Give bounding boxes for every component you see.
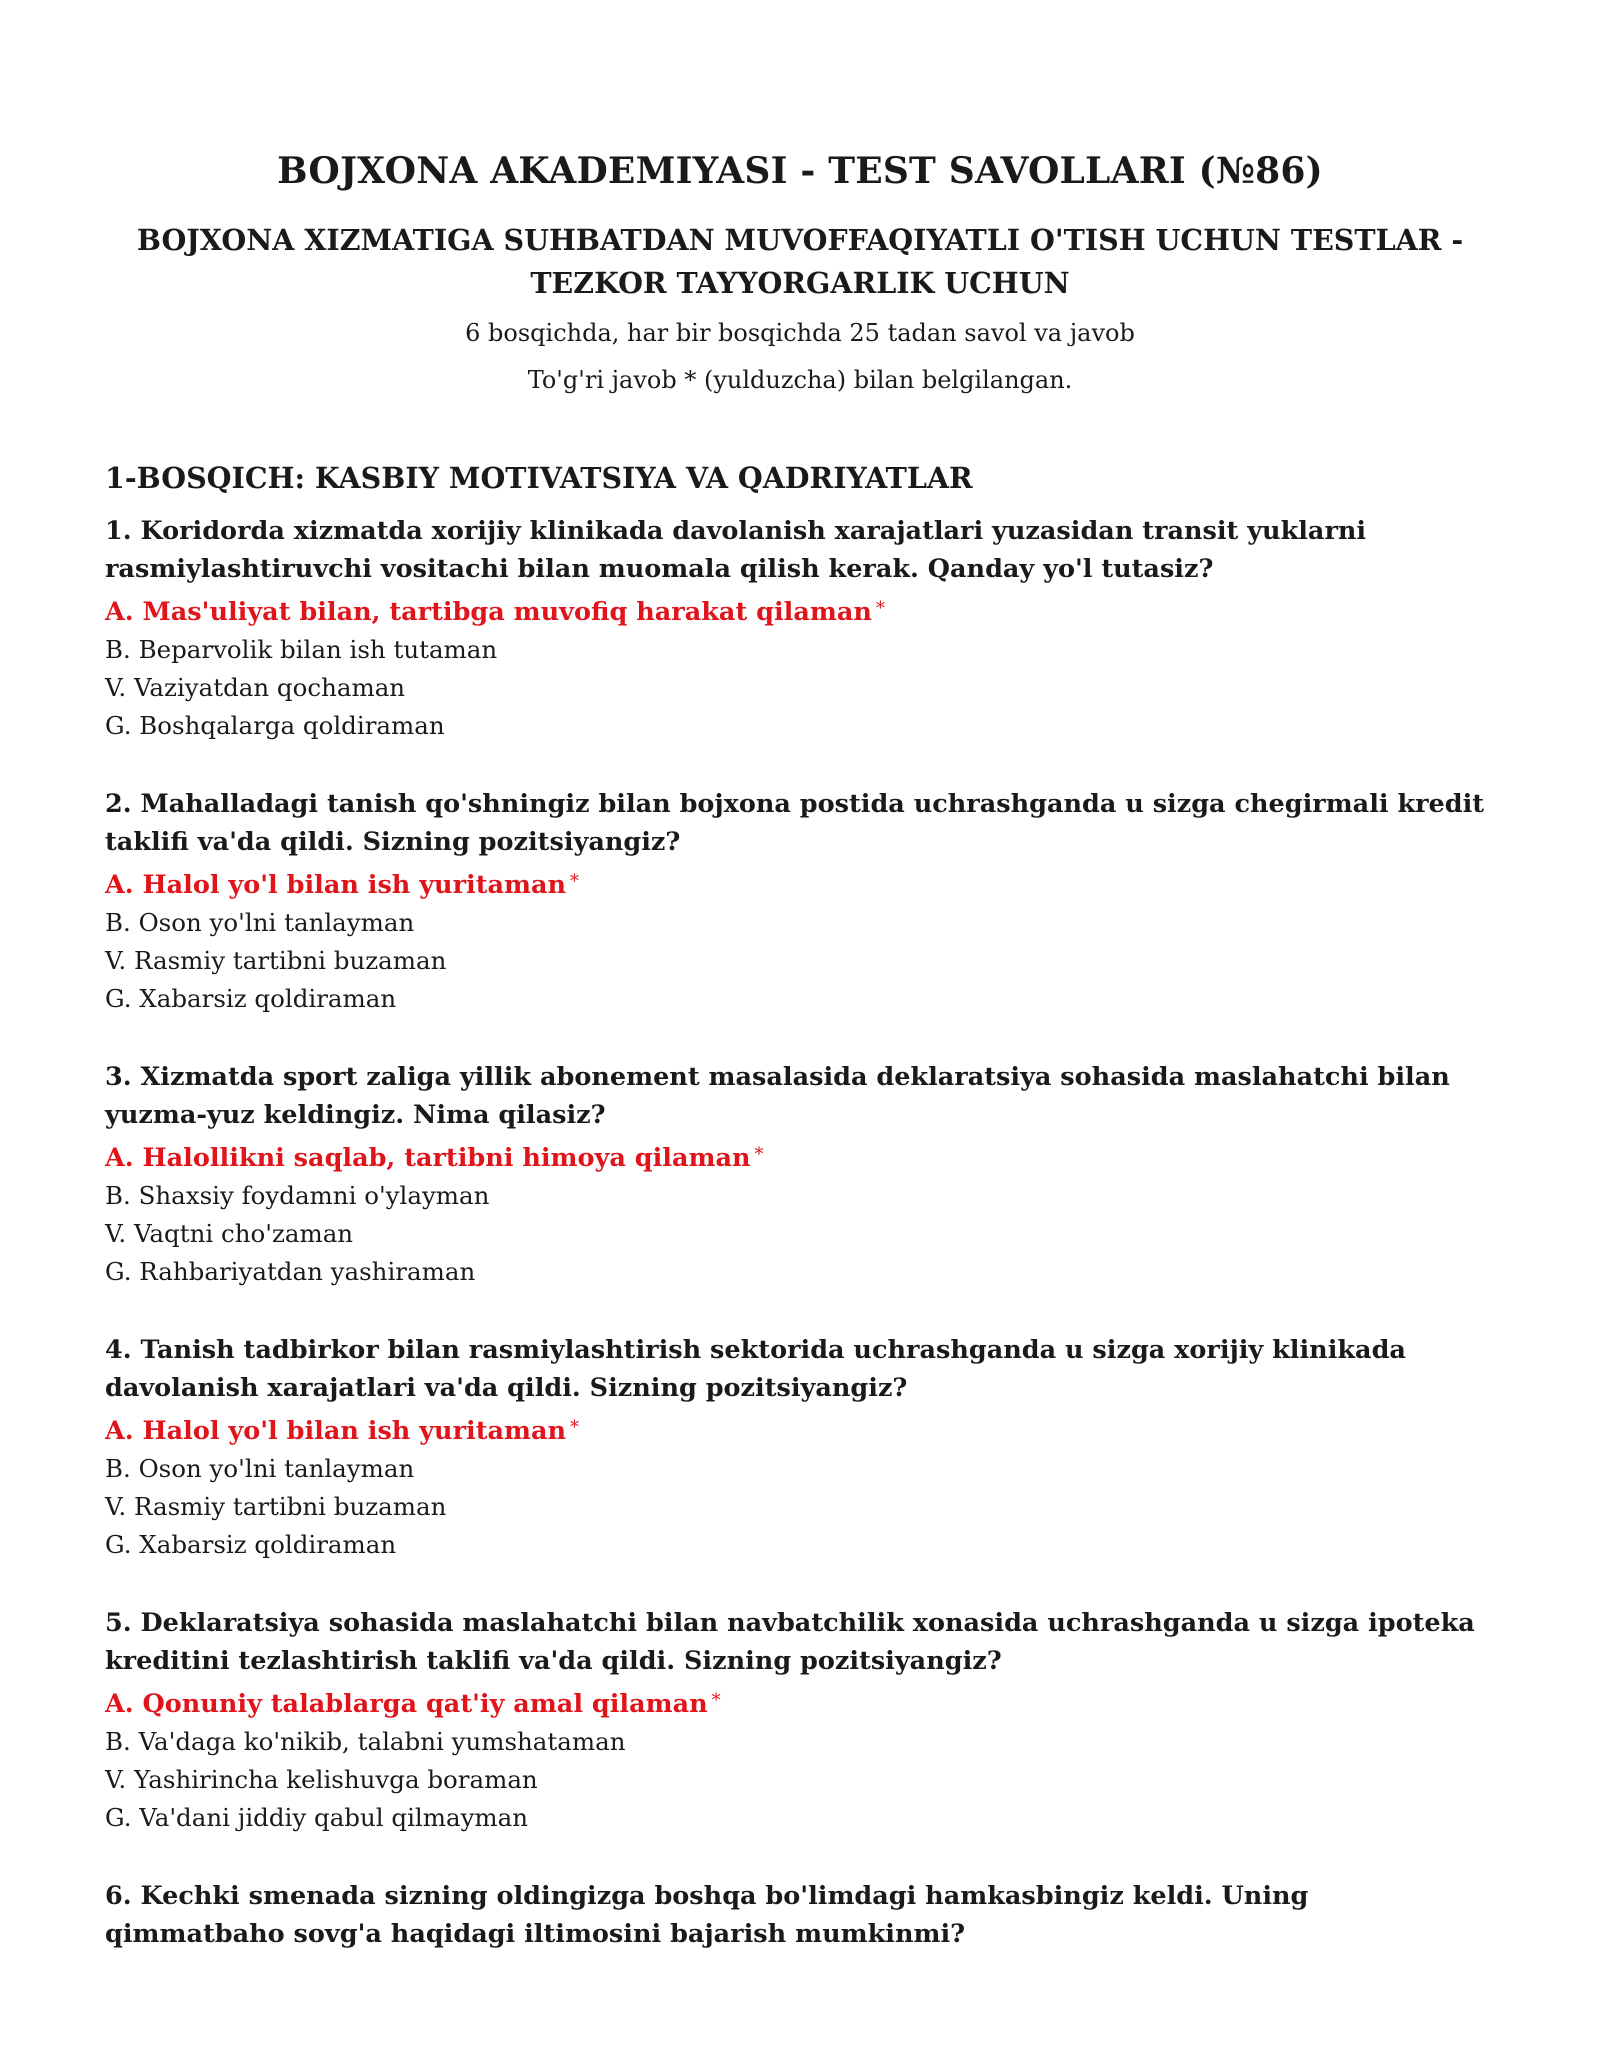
option: V. Rasmiy tartibni buzaman <box>105 946 447 976</box>
document-subtitle: BOJXONA XIZMATIGA SUHBATDAN MUVOFFAQIYATLI O'TISH UCHUN TESTLAR - TEZKOR TAYYORGARLIK UCHUN <box>136 223 1464 300</box>
option-label: A. Halol yo'l bilan ish yuritaman <box>105 870 567 901</box>
question-6 <box>105 1877 1495 1953</box>
document-title: BOJXONA AKADEMIYASI - TEST SAVOLLARI (№86) <box>277 150 1323 192</box>
option: B. Va'daga ko'nikib, talabni yumshataman <box>105 1727 626 1757</box>
option: G. Xabarsiz qoldiraman <box>105 984 397 1014</box>
questions-list <box>105 512 1495 1953</box>
option: V. Vaziyatdan qochaman <box>105 673 406 703</box>
correct-option <box>105 1136 1495 1177</box>
option: G. Rahbariyatdan yashiraman <box>105 1257 476 1287</box>
question-2 <box>105 785 1495 1018</box>
question-text: 6. Kechki smenada sizning oldingizga boshqa bo'limdagi hamkasbingiz keldi. Uning qimmatbaho sovg'a haqidagi iltimosini bajarish mumkinmi? <box>105 1881 1309 1950</box>
correct-option <box>105 1682 1495 1723</box>
correct-option <box>105 1409 1495 1450</box>
correct-option <box>105 863 1495 904</box>
question-text: 3. Xizmatda sport zaliga yillik abonement masalasida deklaratsiya sohasida maslahatchi bilan yuzma-yuz keldingiz. Nima qilasiz? <box>105 1062 1450 1131</box>
info-line-stages: 6 bosqichda, har bir bosqichda 25 tadan savol va javob <box>465 318 1135 347</box>
option-label: A. Mas'uliyat bilan, tartibga muvofiq harakat qilaman <box>105 597 872 628</box>
correct-marker: * <box>754 1144 764 1166</box>
option: V. Rasmiy tartibni buzaman <box>105 1492 447 1522</box>
info-line-marker-note: To'g'ri javob * (yulduzcha) bilan belgilangan. <box>527 366 1073 395</box>
correct-marker: * <box>570 1417 580 1439</box>
option: B. Oson yo'lni tanlayman <box>105 908 415 938</box>
section-title: 1-BOSQICH: KASBIY MOTIVATSIYA VA QADRIYATLAR <box>105 461 973 496</box>
correct-marker: * <box>711 1690 721 1712</box>
option: V. Yashirincha kelishuvga boraman <box>105 1765 538 1795</box>
option: B. Shaxsiy foydamni o'ylayman <box>105 1181 490 1211</box>
correct-marker: * <box>570 871 580 893</box>
option: B. Oson yo'lni tanlayman <box>105 1454 415 1484</box>
question-text: 4. Tanish tadbirkor bilan rasmiylashtirish sektorida uchrashganda u sizga xorijiy klinikada davolanish xarajatlari va'da qildi. Sizning pozitsiyangiz? <box>105 1335 1406 1404</box>
question-text: 1. Koridorda xizmatda xorijiy klinikada davolanish xarajatlari yuzasidan transit yuklarni rasmiylashtiruvchi vositachi bilan muomala qilish kerak. Qanday yo'l tutasiz? <box>105 516 1367 585</box>
question-3 <box>105 1058 1495 1291</box>
option: G. Xabarsiz qoldiraman <box>105 1530 397 1560</box>
option: G. Boshqalarga qoldiraman <box>105 711 445 741</box>
question-4 <box>105 1331 1495 1564</box>
option-label: A. Halollikni saqlab, tartibni himoya qilaman <box>105 1143 751 1174</box>
option: G. Va'dani jiddiy qabul qilmayman <box>105 1803 529 1833</box>
correct-marker: * <box>875 598 885 620</box>
option: B. Beparvolik bilan ish tutaman <box>105 635 498 665</box>
option-label: A. Halol yo'l bilan ish yuritaman <box>105 1416 567 1447</box>
question-5 <box>105 1604 1495 1837</box>
question-text: 5. Deklaratsiya sohasida maslahatchi bilan navbatchilik xonasida uchrashganda u sizga ipoteka kreditini tezlashtirish taklifi va'da qildi. Sizning pozitsiyangiz? <box>105 1608 1475 1677</box>
option: V. Vaqtni cho'zaman <box>105 1219 354 1249</box>
question-text: 2. Mahalladagi tanish qo'shningiz bilan bojxona postida uchrashganda u sizga chegirmali kredit taklifi va'da qildi. Sizning pozitsiyangiz? <box>105 789 1485 858</box>
correct-option <box>105 590 1495 631</box>
option-label: A. Qonuniy talablarga qat'iy amal qilaman <box>105 1689 708 1720</box>
question-1 <box>105 512 1495 745</box>
